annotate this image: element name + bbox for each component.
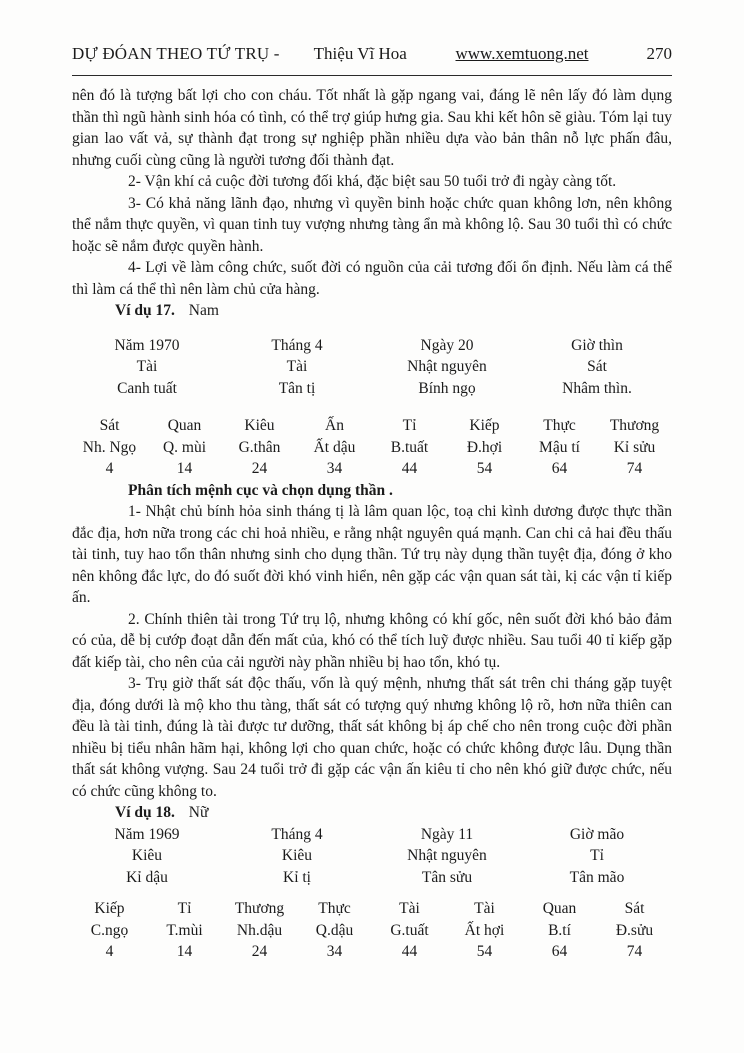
example-18-pillar-table bbox=[72, 824, 672, 889]
pillar-cell: Tân sửu bbox=[421, 868, 473, 886]
luck-row-stems bbox=[72, 437, 672, 459]
pillar-cell: Canh tuất bbox=[117, 379, 177, 397]
luck-cell: Sát bbox=[99, 417, 120, 434]
luck-cell: G.thân bbox=[238, 438, 281, 456]
example-18-title bbox=[72, 802, 672, 824]
luck-cell: 14 bbox=[176, 460, 193, 477]
luck-cell: C.ngọ bbox=[90, 921, 129, 939]
pillar-row-gods bbox=[72, 356, 672, 378]
luck-cell: 54 bbox=[476, 460, 493, 477]
pillar-cell: Năm 1970 bbox=[114, 336, 180, 354]
pillar-cell: Giờ mão bbox=[569, 825, 625, 843]
luck-cell: Mậu tí bbox=[539, 438, 580, 456]
luck-row-ages bbox=[72, 941, 672, 963]
luck-cell: Thương bbox=[609, 417, 660, 434]
luck-cell: Sát bbox=[624, 900, 645, 917]
pillar-cell: Nhật nguyên bbox=[407, 358, 487, 375]
pillar-cell: Tài bbox=[136, 358, 158, 375]
pillar-cell: Kiêu bbox=[131, 847, 163, 864]
example-17-pillar-table bbox=[72, 335, 672, 400]
page-number: 270 bbox=[646, 44, 672, 63]
luck-cell: 64 bbox=[551, 460, 568, 477]
analysis-heading: Phân tích mệnh cục và chọn dụng thần . bbox=[128, 481, 393, 499]
luck-cell: Kỉ sửu bbox=[613, 438, 656, 456]
analysis-point-1: 1- Nhật chủ bính hỏa sinh tháng tị là lâm quan lộc, toạ chi kình dương được thực thần đắc địa, hơn nữa trong các chi hoả nhiều, e rằng nhật nguyên quá mạnh. Can chi cả hai đều thấu tài tinh, tuy hao tổn thân nhưng sinh cho dụng thần. Tứ trụ này dụng thần tuyệt địa, đóng ở kho nên không đắc lực, do đó suốt đời khó vinh hiển, nên gặp các vận quan sát tài, kị các vận tỉ kiếp ấn. bbox=[72, 503, 672, 606]
luck-cell: Nh. Ngọ bbox=[82, 438, 137, 456]
pillar-cell: Ngày 11 bbox=[420, 825, 474, 843]
pillar-row-date bbox=[72, 335, 672, 357]
pillar-cell: Kỉ dậu bbox=[126, 868, 168, 886]
luck-cell: Thương bbox=[234, 900, 285, 917]
luck-cell: 74 bbox=[626, 460, 643, 477]
pillar-cell: Tài bbox=[286, 358, 308, 375]
luck-cell: 34 bbox=[326, 460, 343, 477]
pillar-row-stems bbox=[72, 867, 672, 889]
luck-cell: Quan bbox=[542, 900, 577, 917]
analysis-point-3: 3- Trụ giờ thất sát độc thấu, vốn là quý mệnh, nhưng thất sát trên chi tháng gặp tuyệt địa, đóng dưới là mộ kho thu tàng, thất sát có tượng quý nhưng không lộ rõ, hơn nữa thiên can đều là tài tinh, đúng là tài được tư dưỡng, thất sát không bị áp chế cho nên trong cuộc đời phần nhiều bị tiểu nhân hãm hại, không lợi cho quan chức, hoặc có chức không được lâu. Dụng thần thất sát không vượng. Sau 24 tuổi trở đi gặp các vận ấn kiêu tỉ cho nên khó giữ được chức, nếu có chức cũng không to. bbox=[72, 675, 672, 800]
website-link[interactable]: www.xemtuong.net bbox=[455, 44, 589, 63]
luck-cell: 44 bbox=[401, 460, 418, 477]
luck-row-gods bbox=[72, 415, 672, 437]
example-17-title bbox=[72, 300, 672, 322]
pillar-cell: Sát bbox=[587, 358, 607, 375]
luck-cell: Tài bbox=[474, 900, 495, 917]
luck-cell: B.tuất bbox=[390, 438, 429, 456]
luck-cell: Đ.sửu bbox=[615, 921, 654, 939]
luck-cell: Thực bbox=[318, 900, 351, 917]
luck-row-stems bbox=[72, 920, 672, 942]
luck-cell: Thực bbox=[543, 417, 576, 434]
pillar-cell: Nhâm thìn. bbox=[562, 379, 632, 397]
luck-cell: 34 bbox=[326, 943, 343, 960]
pillar-row-gods bbox=[72, 845, 672, 867]
example-17-luck-table bbox=[72, 415, 672, 480]
luck-cell: 74 bbox=[626, 943, 643, 960]
luck-cell: G.tuất bbox=[390, 921, 429, 939]
luck-cell: Ất hợi bbox=[464, 921, 505, 939]
luck-cell: Kiếp bbox=[94, 900, 125, 917]
luck-cell: Tỉ bbox=[177, 900, 192, 917]
luck-cell: Tài bbox=[399, 900, 420, 917]
pillar-cell: Kiêu bbox=[281, 847, 313, 864]
pillar-cell: Tân tị bbox=[278, 379, 316, 397]
luck-cell: 44 bbox=[401, 943, 418, 960]
luck-cell: 4 bbox=[105, 460, 114, 477]
luck-cell: Q. mùi bbox=[162, 438, 207, 456]
example-18-luck-table bbox=[72, 898, 672, 963]
example-18-gender: Nữ bbox=[188, 804, 209, 821]
pillar-cell: Tháng 4 bbox=[271, 336, 323, 354]
pillar-cell: Tháng 4 bbox=[271, 825, 323, 843]
pillar-cell: Nhật nguyên bbox=[407, 847, 487, 864]
luck-cell: T.mùi bbox=[166, 921, 203, 939]
pillar-row-stems bbox=[72, 378, 672, 400]
pillar-cell: Tỉ bbox=[590, 847, 604, 864]
luck-cell: Tỉ bbox=[402, 417, 417, 434]
luck-cell: 24 bbox=[251, 460, 268, 477]
pillar-cell: Bính ngọ bbox=[418, 379, 476, 397]
luck-cell: Ấn bbox=[325, 417, 344, 434]
pillar-row-date bbox=[72, 824, 672, 846]
luck-cell: Nh.dậu bbox=[236, 921, 283, 939]
page-header bbox=[72, 44, 672, 64]
luck-cell: 54 bbox=[476, 943, 493, 960]
luck-cell: 14 bbox=[176, 943, 193, 960]
pillar-cell: Kỉ tị bbox=[283, 868, 311, 886]
luck-cell: Kiếp bbox=[469, 417, 500, 434]
pillar-cell: Năm 1969 bbox=[114, 825, 180, 843]
book-title: DỰ ĐÓAN THEO TỨ TRỤ - bbox=[72, 44, 280, 63]
header-divider bbox=[72, 75, 672, 76]
pillar-cell: Tân mão bbox=[569, 868, 625, 886]
luck-cell: 64 bbox=[551, 943, 568, 960]
luck-cell: Q.dậu bbox=[315, 921, 354, 939]
luck-cell: Ất dậu bbox=[313, 438, 356, 456]
luck-row-ages bbox=[72, 458, 672, 480]
luck-cell: 4 bbox=[105, 943, 114, 960]
pillar-cell: Ngày 20 bbox=[420, 336, 474, 354]
page-body bbox=[72, 85, 672, 963]
intro-point-2: 2- Vận khí cả cuộc đời tương đối khá, đặc biệt sau 50 tuổi trở đi ngày càng tốt. bbox=[128, 173, 617, 190]
author-name: Thiệu Vĩ Hoa bbox=[313, 44, 407, 63]
luck-cell: 24 bbox=[251, 943, 268, 960]
luck-cell: B.tí bbox=[548, 921, 571, 939]
pillar-cell: Giờ thìn bbox=[571, 336, 623, 354]
example-17-label: Ví dụ 17. bbox=[115, 302, 175, 319]
intro-point-4: 4- Lợi về làm công chức, suốt đời có nguồn của cải tương đối ổn định. Nếu làm cá thể thì làm cá thể thì nên làm chủ cửa hàng. bbox=[72, 259, 672, 298]
example-17-gender: Nam bbox=[188, 302, 219, 319]
intro-point-3: 3- Có khả năng lãnh đạo, nhưng vì quyền binh hoặc chức quan không lơn, nên không thể nắm thực quyền, vì quan tinh tuy vượng nhưng tàng ẩn mà không lộ. Sau 30 tuổi thì có chức hoặc sẽ nắm được quyền hành. bbox=[72, 194, 672, 255]
analysis-point-2: 2. Chính thiên tài trong Tứ trụ lộ, nhưng không có khí gốc, nên suốt đời khó bảo đảm có của, dễ bị cướp đoạt dẫn đến mất của, khó có thể tích luỹ được nhiều. Sau tuổi 40 tỉ kiếp gặp đất kiếp tài, cho nên của cải người này phần nhiều bị hao tổn, khó tụ. bbox=[72, 610, 672, 671]
intro-paragraph-continuation: nên đó là tượng bất lợi cho con cháu. Tốt nhất là gặp ngang vai, đáng lẽ nên lấy đó làm dụng thần thì ngũ hành sinh hóa có tình, có thể trợ giúp hưng gia. Sau khi kết hôn sẽ giàu. Tóm lại tuy gian lao vất vả, sự thành đạt trong sự nghiệp phần nhiều dựa vào bản thân nỗ lực phấn đâu, nhưng cuối cùng cũng là người tương đối thành đạt. bbox=[72, 87, 672, 169]
luck-cell: Đ.hợi bbox=[466, 438, 503, 456]
luck-cell: Quan bbox=[167, 417, 202, 434]
luck-row-gods bbox=[72, 898, 672, 920]
example-18-label: Ví dụ 18. bbox=[115, 804, 175, 821]
luck-cell: Kiêu bbox=[244, 417, 275, 434]
